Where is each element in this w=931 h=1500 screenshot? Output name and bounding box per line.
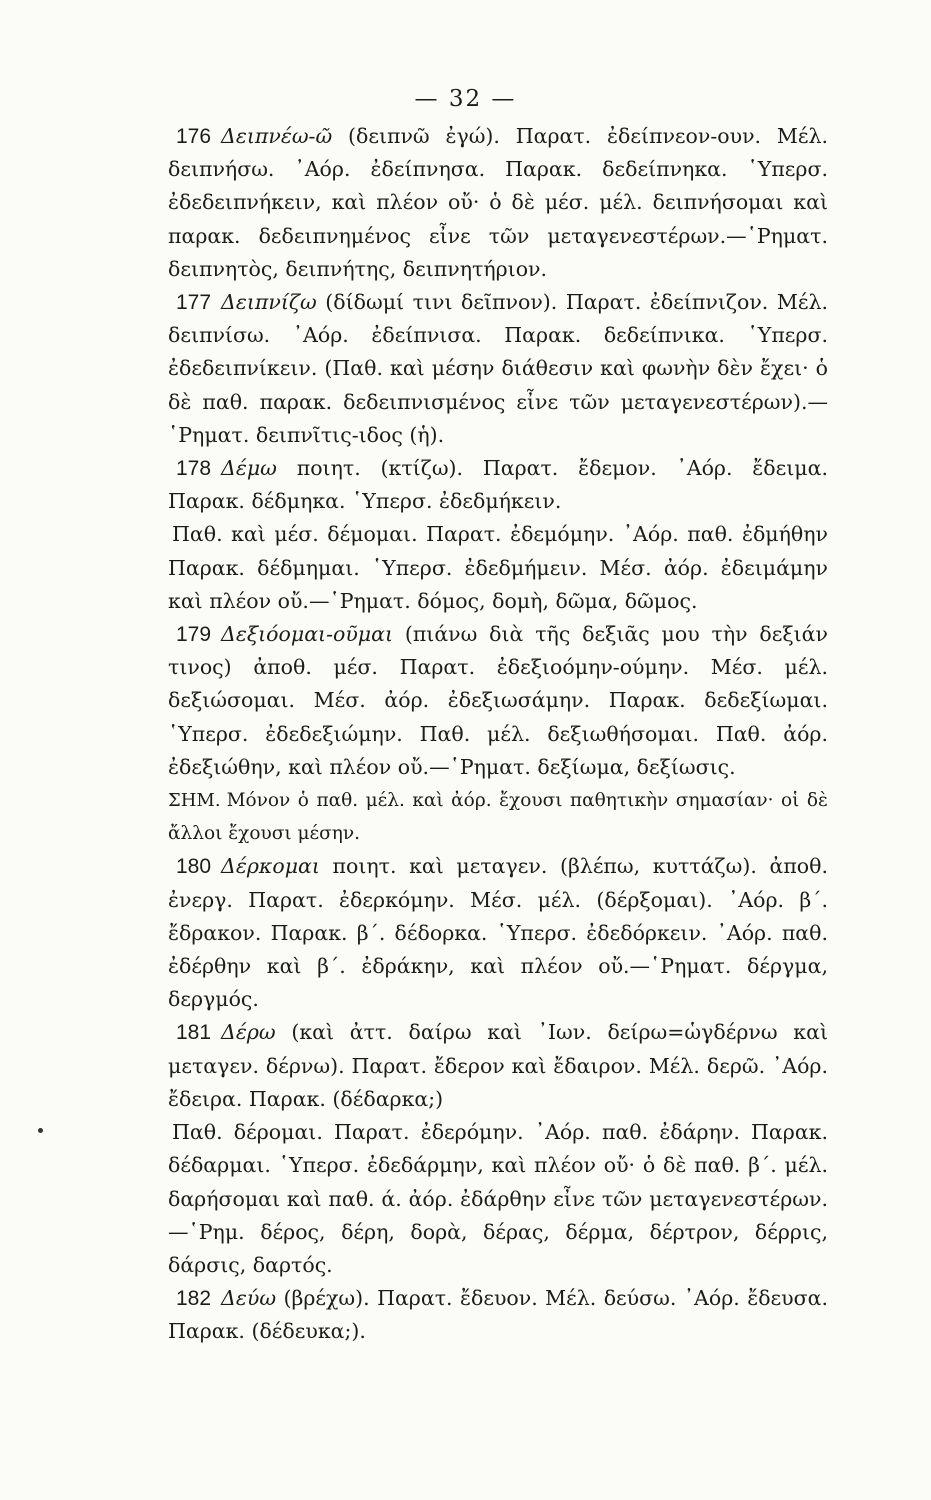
note-paragraph [168, 784, 828, 850]
entry-number: 182 [176, 1287, 212, 1311]
entry-text: (βρέχω). Παρατ. ἔδευον. Μέλ. δεύσω. ᾿Αόρ. ἔδευσα. Παρακ. (δέδευκα;). [168, 1286, 828, 1344]
entry-lemma: Δέρω [221, 1020, 276, 1045]
entry-text: ποιητ. (κτίζω). Παρατ. ἔδεμον. ᾿Αόρ. ἔδειμα. Παρακ. δέδμηκα. ῾Υπερσ. ἐδεδμήκειν. [168, 456, 828, 514]
entry-text: (δίδωμί τινι δεῖπνον). Παρατ. ἐδείπνιζον. Μέλ. δειπνίσω. ᾿Αόρ. ἐδείπνισα. Παρακ. δεδείπνικα. ῾Υπερσ. ἐδεδειπνίκειν. (Παθ. καὶ μέσην διάθεσιν καὶ φωνὴν δὲν ἔχει· ὁ δὲ παθ. παρακ. δεδειπνισμένος εἶνε τῶν μεταγενεστέρων).—῾Ρηματ. δειπνῖτις-ιδος (ἡ). [168, 290, 828, 447]
entry-subparagraph: Παθ. δέρομαι. Παρατ. ἐδερόμην. ᾿Αόρ. παθ. ἐδάρην. Παρακ. δέδαρμαι. ῾Υπερσ. ἐδεδάρμην, καὶ πλέον οὔ· ὁ δὲ παθ. β΄. μέλ. δαρήσομαι καὶ παθ. ά. ἀόρ. ἐδάρθην εἶνε τῶν μεταγενεστέρων.—῾Ρημ. δέρος, δέρη, δορὰ, δέρας, δέρμα, δέρτρον, δέρρις, δάρσις, δαρτός. [168, 1120, 828, 1277]
margin-mark [38, 1128, 43, 1133]
entry-177 [168, 286, 828, 452]
entry-number: 180 [176, 855, 212, 879]
entry-182 [168, 1282, 828, 1348]
entry-paragraph [168, 120, 828, 286]
entry-text: ποιητ. καὶ μεταγεν. (βλέπω, κυττάζω). ἀποθ. ἐνεργ. Παρατ. ἐδερκόμην. Μέσ. μέλ. (δέρξομαι). ᾿Αόρ. β΄. ἔδρακον. Παρακ. β΄. δέδορκα. ῾Υπερσ. ἐδεδόρκειν. ᾿Αόρ. παθ. ἐδέρθην καὶ β΄. ἐδράκην, καὶ πλέον οὔ.—῾Ρηματ. δέργμα, δεργμός. [168, 854, 828, 1012]
entry-number: 176 [176, 125, 212, 148]
entry-paragraph [168, 452, 828, 518]
entry-lemma: Δειπνίζω [221, 290, 317, 315]
entry-text: (δειπνῶ ἐγώ). Παρατ. ἐδείπνεον-ουν. Μέλ. δειπνήσω. ᾿Αόρ. ἐδείπνησα. Παρακ. δεδείπνηκα. ῾Υπερσ. ἐδεδειπνήκειν, καὶ πλέον οὔ· ὁ δὲ μέσ. μέλ. δειπνήσομαι καὶ παρακ. δεδειπνημένος εἶνε τῶν μεταγενεστέρων.—῾Ρηματ. δειπνητὸς, δειπνήτης, δειπνητήριον. [168, 124, 828, 281]
note [168, 784, 828, 850]
entry-179 [168, 618, 828, 784]
note-label: ΣΗΜ. [168, 790, 221, 812]
text-body [168, 120, 828, 1349]
entry-178 [168, 452, 828, 618]
entry-181 [168, 1016, 828, 1282]
entry-paragraph [168, 618, 828, 784]
entry-number: 178 [176, 457, 212, 481]
entry-lemma: Δέμω [221, 456, 277, 481]
entry-text: (πιάνω διὰ τῆς δεξιᾶς μου τὴν δεξιάν τινος) ἀποθ. μέσ. Παρατ. ἐδεξιοόμην-ούμην. Μέσ. μέλ. δεξιώσομαι. Μέσ. ἀόρ. ἐδεξιωσάμην. Παρακ. δεδεξίωμαι. ῾Υπερσ. ἐδεδεξιώμην. Παθ. μέλ. δεξιωθήσομαι. Παθ. ἀόρ. ἐδεξιώθην, καὶ πλέον οὔ.—῾Ρηματ. δεξίωμα, δεξίωσις. [168, 622, 828, 779]
entry-lemma: Δειπνέω-ῶ [221, 124, 333, 148]
entry-lemma: Δέρκομαι [221, 854, 320, 879]
entry-paragraph [168, 850, 828, 1016]
entry-lemma: Δεξιόομαι-οῦμαι [221, 622, 394, 647]
entry-number: 181 [176, 1021, 212, 1045]
page-number: — 32 — [414, 86, 517, 112]
entry-lemma: Δεύω [221, 1286, 277, 1311]
entry-176 [168, 120, 828, 286]
entry-number: 177 [176, 291, 212, 315]
entry-number: 179 [176, 623, 212, 647]
entry-paragraph [168, 1282, 828, 1348]
entry-text: (καὶ ἀττ. δαίρω καὶ ᾿Ιων. δείρω=ὡγδέρνω καὶ μεταγεν. δέρνω). Παρατ. ἔδερον καὶ ἔδαιρον. Μέλ. δερῶ. ᾿Αόρ. ἔδειρα. Παρακ. (δέδαρκα;) [168, 1020, 828, 1111]
entry-paragraph [168, 1016, 828, 1116]
entry-subparagraph: Παθ. καὶ μέσ. δέμομαι. Παρατ. ἐδεμόμην. ᾿Αόρ. παθ. ἐδμήθην Παρακ. δέδμημαι. ῾Υπερσ. ἐδεδμήμειν. Μέσ. ἀόρ. ἐδειμάμην καὶ πλέον οὔ.—῾Ρηματ. δόμος, δομὴ, δῶμα, δῶμος. [168, 522, 828, 613]
entry-paragraph [168, 286, 828, 452]
entry-180 [168, 850, 828, 1016]
note-text: Μόνον ὁ παθ. μέλ. καὶ ἀόρ. ἔχουσι παθητικὴν σημασίαν· οἱ δὲ ἄλλοι ἔχουσι μέσην. [168, 790, 828, 845]
